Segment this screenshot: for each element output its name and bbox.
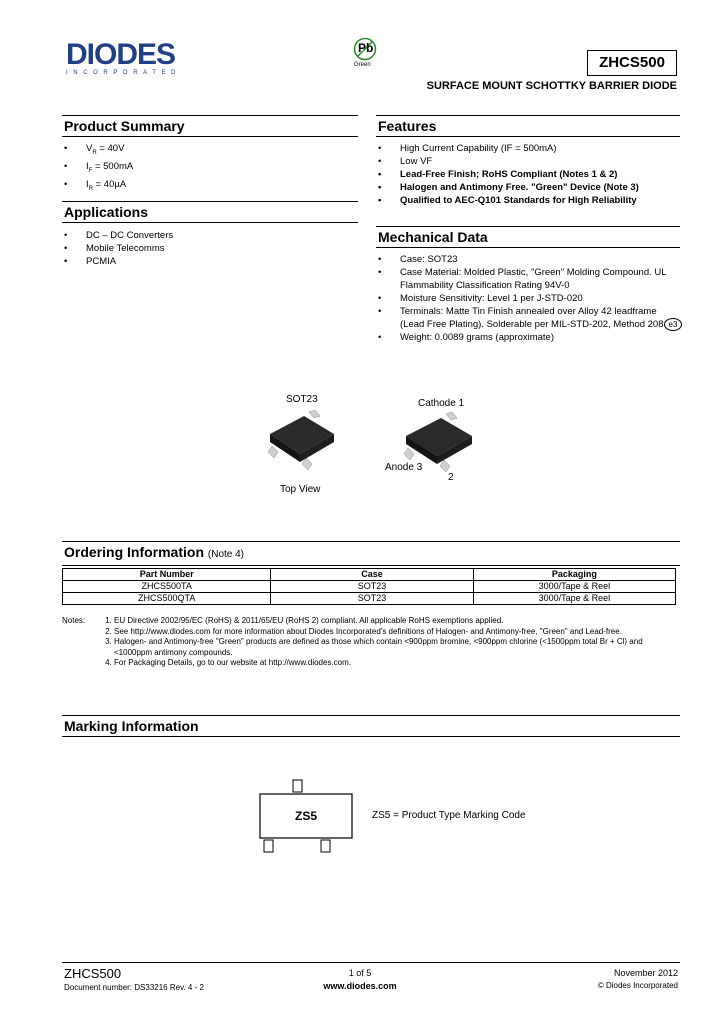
features-header: Features [376, 115, 680, 137]
table-header-row [63, 569, 676, 581]
feature-item: • Qualified to AEC-Q101 Standards for High Reliability [378, 194, 678, 207]
logo-wordmark: DIODES [66, 38, 176, 71]
table-row [63, 581, 676, 593]
sot23-label: SOT23 [286, 394, 318, 405]
table-row [63, 593, 676, 605]
note-item: 1. EU Directive 2002/95/EC (RoHS) & 2011/65/EU (RoHS 2) compliant. All applicable RoHS exemptions applied. [114, 616, 682, 627]
note-item: 3. Halogen- and Antimony-free "Green" products are defined as those which contain <900ppm bromine, <900ppm chlorine (<1500ppm total Br + Cl) and <1000ppm antimony compounds. [114, 637, 682, 658]
notes-label: Notes: [62, 616, 86, 625]
mechanical-data-header: Mechanical Data [376, 226, 680, 248]
col-part-number: Part Number [63, 569, 271, 581]
note-item: 4. For Packaging Details, go to our website at http://www.diodes.com. [114, 658, 682, 669]
document-subtitle: SURFACE MOUNT SCHOTTKY BARRIER DIODE [426, 80, 677, 92]
applications-header: Applications [62, 201, 358, 223]
marking-code-description: ZS5 = Product Type Marking Code [372, 810, 526, 821]
mechanical-item: • Terminals: Matte Tin Finish annealed over Alloy 42 leadframe (Lead Free Plating). Solderable per MIL-STD-202, Method 208 [378, 305, 668, 331]
e3-text: e3 [668, 320, 678, 329]
footer-document-number: Document number: DS33216 Rev. 4 - 2 [64, 983, 204, 992]
logo-subtext: INCORPORATED [66, 70, 182, 76]
footer-part-number: ZHCS500 [64, 966, 122, 981]
application-item: • Mobile Telecomms [64, 242, 356, 255]
cell-part-number: ZHCS500TA [63, 581, 271, 593]
cell-case: SOT23 [271, 593, 473, 605]
mechanical-data-list [378, 253, 668, 344]
feature-item: • Halogen and Antimony Free. "Green" Device (Note 3) [378, 181, 678, 194]
ordering-table [62, 568, 676, 605]
features-list [378, 142, 678, 207]
lead-free-green-badge [350, 37, 380, 71]
applications-list [64, 229, 356, 268]
feature-item: • High Current Capability (IF = 500mA) [378, 142, 678, 155]
application-item: • DC – DC Converters [64, 229, 356, 242]
mechanical-item: • Moisture Sensitivity: Level 1 per J-STD-020 [378, 292, 668, 305]
product-summary-list [64, 142, 356, 196]
marking-code: ZS5 [294, 809, 317, 823]
pb-text: Pb [358, 41, 374, 55]
mechanical-item: • Weight: 0.0089 grams (approximate) [378, 331, 668, 344]
col-packaging: Packaging [473, 569, 675, 581]
cell-case: SOT23 [271, 581, 473, 593]
notes-list [62, 616, 682, 669]
ordering-title: Ordering Information [64, 544, 204, 560]
mechanical-item: • Case Material: Molded Plastic, "Green" Molding Compound. UL Flammability Classification Rating 94V-0 [378, 266, 668, 292]
e3-marking-icon [664, 318, 682, 331]
pin-2-label: 2 [448, 472, 454, 483]
cell-part-number: ZHCS500QTA [63, 593, 271, 605]
footer-divider [62, 962, 680, 963]
note-item: 2. See http://www.diodes.com for more information about Diodes Incorporated's definitions of Halogen- and Antimony-free, "Green" and Lead-free. [114, 627, 682, 638]
ordering-information-header [62, 541, 680, 566]
feature-item: • Lead-Free Finish; RoHS Compliant (Notes 1 & 2) [378, 168, 678, 181]
col-case: Case [271, 569, 473, 581]
mechanical-item: • Case: SOT23 [378, 253, 668, 266]
cell-packaging: 3000/Tape & Reel [473, 581, 675, 593]
marking-information-header: Marking Information [62, 715, 680, 737]
footer-page-number: 1 of 5 [348, 968, 372, 978]
sot23-package-top-view [262, 408, 342, 472]
cathode-pin-label: Cathode 1 [418, 398, 465, 409]
summary-item-ir: • $I_R = 40\mu A$ [64, 178, 356, 196]
top-view-label: Top View [280, 484, 321, 495]
diodes-logo [66, 40, 194, 80]
feature-item: • Low VF [378, 155, 678, 168]
anode-pin-label: Anode 3 [385, 462, 423, 473]
summary-item-if: • $I_F = 500mA$ [64, 160, 356, 178]
footer-copyright: © Diodes Incorporated [597, 981, 678, 990]
green-text: Green [354, 62, 371, 68]
summary-item-vr: • $V_R = 40V$ [64, 142, 356, 160]
ordering-note: (Note 4) [207, 549, 245, 560]
footer-date: November 2012 [613, 968, 678, 978]
part-number-box: ZHCS500 [587, 50, 677, 76]
footer-website-link[interactable]: www.diodes.com [323, 981, 397, 991]
application-item: • PCMIA [64, 255, 356, 268]
notes-block [62, 616, 682, 669]
product-summary-header: Product Summary [62, 115, 358, 137]
cell-packaging: 3000/Tape & Reel [473, 593, 675, 605]
